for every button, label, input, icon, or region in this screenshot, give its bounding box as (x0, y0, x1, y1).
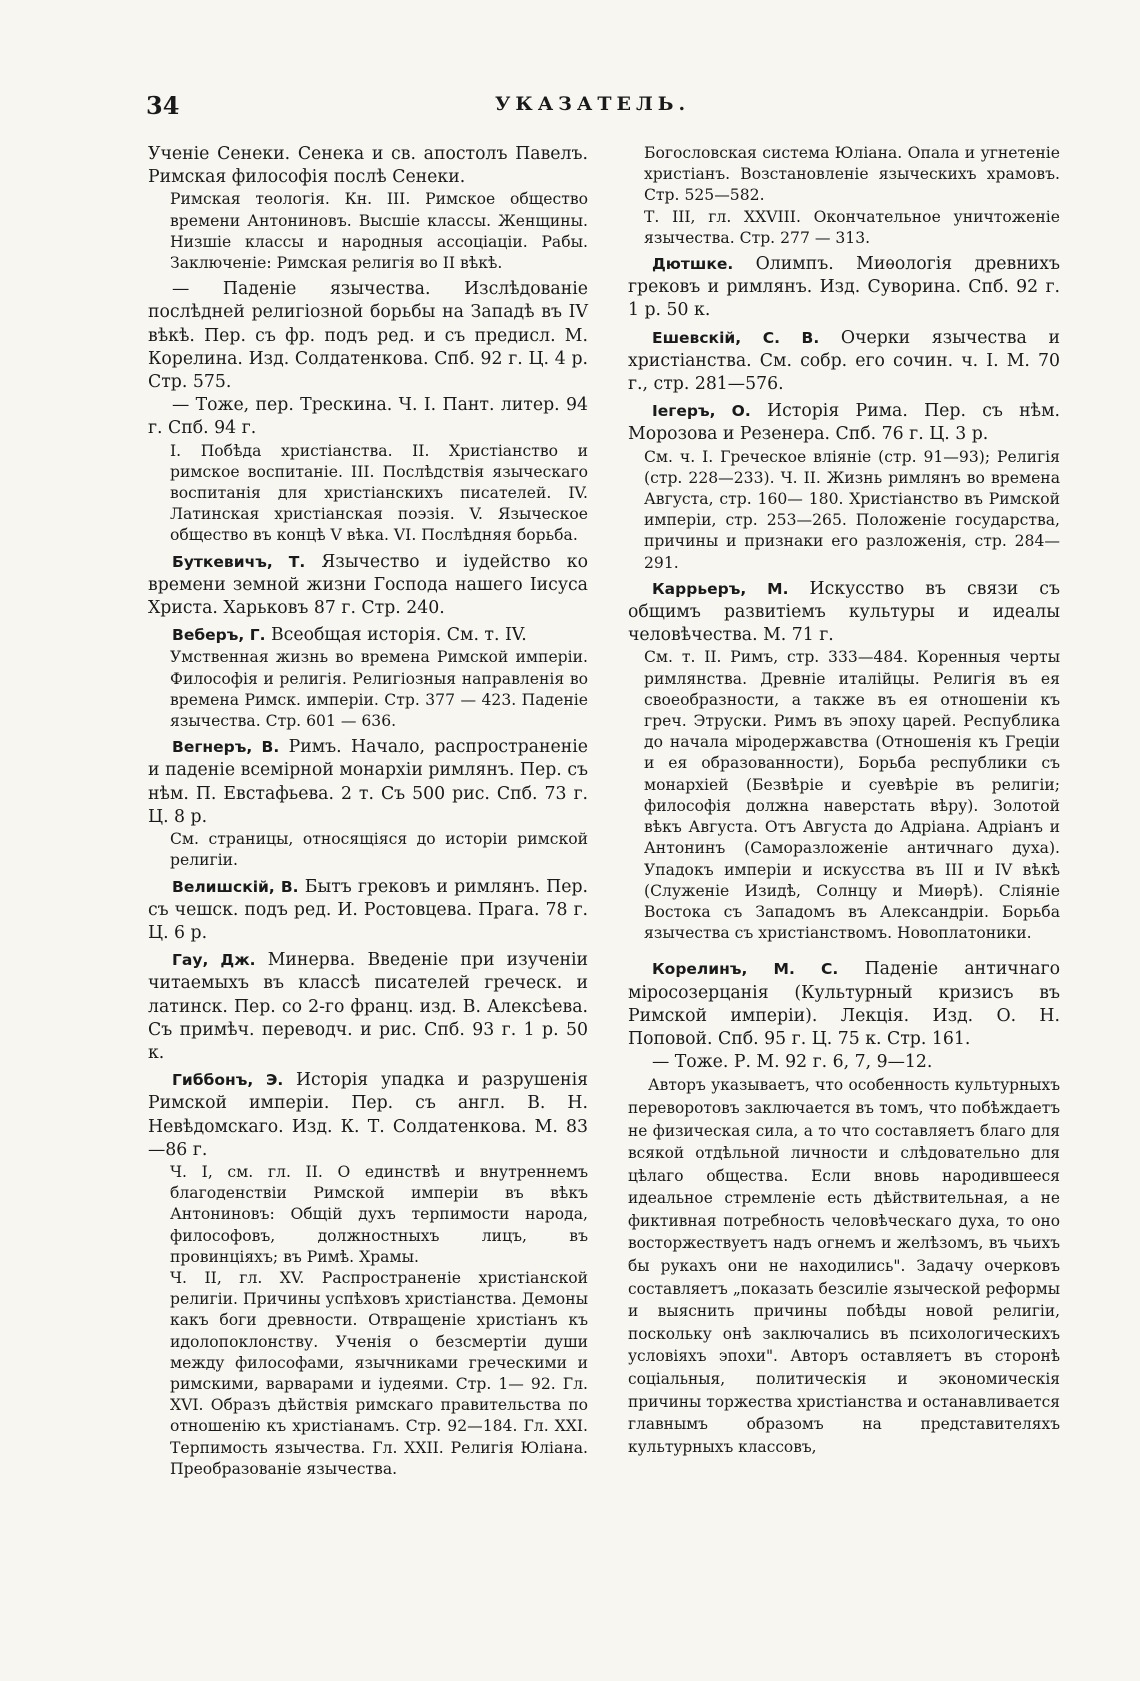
entry-text: — Тоже. Р. М. 92 г. 6, 7, 9—12. (652, 1052, 933, 1073)
right-column (628, 143, 1060, 1458)
bibliography-entry (148, 949, 588, 1065)
entry-text: Паденіе античнаго міросозерцанія (Культурный кризисъ въ Римской имперіи). Лекція. Изд. О. Н. Поповой. Спб. 95 г. Ц. 75 к. Стр. 161. (628, 959, 1060, 1049)
entry-text: Очерки язычества и христіанства. См. собр. его сочин. ч. I. М. 70 г., стр. 281—576. (628, 327, 1060, 395)
entry-text: Бытъ грековъ и римлянъ. Пер. съ чешск. подъ ред. И. Ростовцева. Прага. 78 г. Ц. 6 р. (148, 876, 589, 943)
entry-text: — Паденіе язычества. Изслѣдованіе послѣдней религіозной борьбы на Западѣ въ IV вѣкѣ. Пер. съ фр. подъ ред. и съ предисл. М. Корелина. Изд. Солдатенкова. Спб. 92 г. Ц. 4 р. Стр. 575. (148, 279, 588, 393)
entry-note: Ч. II, гл. XV. Распространеніе христіанской религіи. Причины успѣховъ христіанства. Демоны какъ боги древности. Отвращеніе христіанъ къ идолопоклонству. Ученія о безсмертіи души между философами, язычниками греческими и римскими, варварами и іудеями. Стр. 1— 92. Гл. XVI. Образъ дѣйствія римскаго правительства по отношенію къ христіанамъ. Стр. 92—184. Гл. XXI. Терпимость язычества. Гл. XXII. Религія Юліана. Преобразованіе язычества. (170, 1268, 588, 1478)
entry-text: Исторія упадка и разрушенія Римской имперіи. Пер. съ англ. В. Н. Невѣдомскаго. Изд. К. Т. Солдатенкова. М. 83—86 г. (148, 1070, 588, 1160)
bibliography-entry (148, 876, 588, 946)
entry-author: Веберъ, Г. (172, 626, 266, 645)
entry-text: Олимпъ. Миѳологія древнихъ грековъ и римлянъ. Изд. Суворина. Спб. 92 г. 1 р. 50 к. (628, 254, 1060, 321)
entry-text: — Тоже, пер. Трескина. Ч. I. Пант. литер. 94 г. Спб. 94 г. (148, 395, 588, 439)
entry-author: Дютшке. (652, 255, 734, 274)
bibliography-entry (628, 958, 1060, 1051)
entry-author: Іегеръ, О. (652, 402, 751, 421)
bibliography-entry (148, 624, 588, 647)
entry-text: Римъ. Начало, распространеніе и паденіе всемірной монархіи римлянъ. Пер. съ нѣм. П. Евстафьева. 2 т. Съ 500 рис. Спб. 73 г. Ц. 8 р. (148, 737, 588, 827)
bibliography-entry (628, 253, 1060, 323)
entry-author: Корелинъ, М. С. (652, 960, 839, 979)
entry-note: Т. III, гл. XXVIII. Окончательное уничтоженіе язычества. Стр. 277 — 313. (644, 207, 1060, 247)
entry-text: Исторія Рима. Пер. съ нѣм. Морозова и Резенера. Спб. 76 г. Ц. 3 р. (628, 401, 1061, 445)
bibliography-entry (628, 400, 1060, 446)
entry-note: См. ч. I. Греческое вліяніе (стр. 91—93); Религія (стр. 228—233). Ч. II. Жизнь римлянъ во времена Августа, стр. 160— 180. Христіанство въ Римской имперіи, стр. 253—265. Положеніе государства, причины и признаки его разложенія, стр. 284—291. (644, 447, 1060, 572)
entry-author: Велишскій, В. (172, 877, 299, 896)
left-column (148, 143, 588, 1480)
bibliography-entry (628, 578, 1060, 648)
entry-author: Каррьеръ, М. (652, 579, 789, 598)
bibliography-entry (148, 736, 588, 829)
entry-note: Авторъ указываетъ, что особенность культурныхъ переворотовъ заключается въ томъ, что побѣждаетъ не физическая сила, а то что составляетъ благо для всякой отдѣльной личности и слѣдовательно для цѣлаго общества. Если вновь народившееся идеальное стремленіе есть дѣйствительная, а не фиктивная потребность человѣческаго духа, то оно восторжествуетъ надъ огнемъ и желѣзомъ, въ чьихъ бы рукахъ они не находились". Задачу очерковъ составляетъ „показать безсиліе языческой реформы и выяснить причины побѣды новой религіи, поскольку онѣ заключались въ психологическихъ условіяхъ эпохи". Авторъ оставляетъ въ сторонѣ соціальныя, политическія и экономическія причины торжества христіанства и останавливается главнымъ образомъ на представителяхъ культурныхъ классовъ, (628, 1076, 1060, 1456)
running-header: УКАЗАТЕЛЬ. (495, 93, 691, 115)
bibliography-entry (148, 551, 588, 621)
bibliography-entry (148, 1069, 588, 1162)
entry-author: Гау, Дж. (172, 951, 256, 970)
entry-text: Искусство въ связи съ общимъ развитіемъ культуры и идеалы человѣчества. М. 71 г. (628, 578, 1060, 646)
page-number: 34 (146, 91, 180, 120)
entry-text: Язычество и іудейство ко времени земной жизни Господа нашего Іисуса Христа. Харьковъ 87 г. Стр. 240. (148, 551, 588, 619)
entry-author: Ешевскій, С. В. (652, 328, 820, 347)
entry-note: Богословская система Юліана. Опала и угнетеніе христіанъ. Возстановленіе языческихъ храмовъ. Стр. 525—582. (644, 144, 1060, 205)
entry-author: Буткевичъ, Т. (172, 552, 306, 571)
entry-note: Умственная жизнь во времена Римской имперіи. Философія и религія. Религіозныя направленія во времена Римск. имперіи. Стр. 377 — 423. Паденіе язычества. Стр. 601 — 636. (170, 648, 588, 731)
entry-author: Вегнеръ, В. (172, 738, 280, 757)
entry-author: Гиббонъ, Э. (172, 1071, 284, 1090)
entry-note: Ч. I, см. гл. II. О единствѣ и внутреннемъ благоденствіи Римской имперіи въ вѣкъ Антониновъ: Общій духъ терпимости народа, философовъ, должностныхъ лицъ, въ провинціяхъ; въ Римѣ. Храмы. (170, 1162, 588, 1266)
entry-note: Римская теологія. Кн. III. Римское общество времени Антониновъ. Высшіе классы. Женщины. Низшіе классы и народныя ассоціаціи. Рабы. Заключеніе: Римская религія во II вѣкѣ. (170, 190, 588, 273)
bibliography-entry (628, 327, 1060, 397)
entry-text: Ученіе Сенеки. Сенека и св. апостолъ Павелъ. Римская философія послѣ Сенеки. (148, 144, 588, 188)
entry-note: I. Побѣда христіанства. II. Христіанство и римское воспитаніе. III. Послѣдствія языческаго воспитанія для христіанскихъ писателей. IV. Латинская христіанская поэзія. V. Языческое общество въ концѣ V вѣка. VI. Послѣдняя борьба. (170, 441, 588, 545)
entry-note: См. страницы, относящіяся до исторіи римской религіи. (170, 830, 588, 870)
spacer (628, 944, 1060, 958)
entry-note: См. т. II. Римъ, стр. 333—484. Коренныя черты римлянства. Древніе италійцы. Религія въ ея своеобразности, а также въ ея отношеніи къ греч. Этруски. Римъ въ эпоху царей. Республика до начала міродержавства (Отношенія къ Греціи и ея образованности), Борьба республики съ монархіей (Безвѣріе и суевѣріе въ религіи; философія должна наверстать вѣру). Золотой вѣкъ Августа. Отъ Августа до Адріана. Адріанъ и Антонинъ (Саморазложеніе античнаго духа). Упадокъ имперіи и искусства въ III и IV вѣкѣ (Служеніе Изидѣ, Солнцу и Миѳрѣ). Сліяніе Востока съ Западомъ въ Александріи. Борьба язычества съ христіанствомъ. Новоплатоники. (644, 648, 1060, 943)
entry-text: Минерва. Введеніе при изученіи читаемыхъ въ классѣ писателей греческ. и латинск. Пер. со 2-го франц. изд. В. Алексѣева. Съ примѣч. переводч. и рис. Спб. 93 г. 1 р. 50 к. (148, 950, 589, 1063)
entry-text: Всеобщая исторія. См. т. IV. (270, 625, 527, 646)
